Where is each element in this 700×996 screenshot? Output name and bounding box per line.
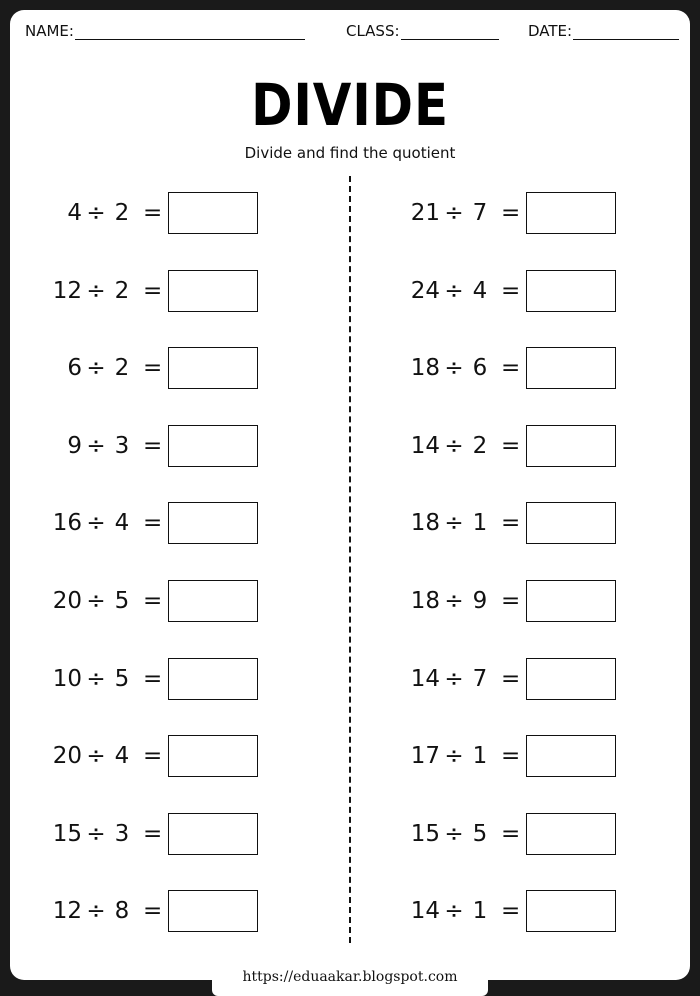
answer-box[interactable] bbox=[168, 658, 258, 700]
name-blank-line[interactable] bbox=[75, 23, 305, 40]
divide-sign: ÷ bbox=[86, 355, 106, 381]
answer-box[interactable] bbox=[168, 425, 258, 467]
dividend: 24 bbox=[410, 278, 440, 304]
divisor: 7 bbox=[472, 200, 488, 226]
dividend: 12 bbox=[52, 898, 82, 924]
divisor: 9 bbox=[472, 588, 488, 614]
divisor: 8 bbox=[114, 898, 130, 924]
problem-row bbox=[30, 658, 260, 700]
problem-row bbox=[30, 192, 260, 234]
divisor: 2 bbox=[114, 278, 130, 304]
equals-sign: = bbox=[501, 510, 521, 536]
problem-row bbox=[388, 425, 618, 467]
divide-sign: ÷ bbox=[86, 200, 106, 226]
divide-sign: ÷ bbox=[444, 666, 464, 692]
divide-sign: ÷ bbox=[86, 278, 106, 304]
column-divider bbox=[349, 176, 351, 943]
problem-row bbox=[30, 890, 260, 932]
divisor: 6 bbox=[472, 355, 488, 381]
divide-sign: ÷ bbox=[444, 588, 464, 614]
divide-sign: ÷ bbox=[444, 355, 464, 381]
class-blank-line[interactable] bbox=[401, 23, 499, 40]
date-field bbox=[528, 22, 679, 40]
problem-row bbox=[388, 735, 618, 777]
divide-sign: ÷ bbox=[444, 510, 464, 536]
problem-row bbox=[30, 502, 260, 544]
dividend: 18 bbox=[410, 588, 440, 614]
problem-row bbox=[30, 813, 260, 855]
answer-box[interactable] bbox=[526, 347, 616, 389]
name-label: NAME: bbox=[25, 22, 74, 40]
answer-box[interactable] bbox=[168, 192, 258, 234]
name-field bbox=[25, 22, 305, 40]
divide-sign: ÷ bbox=[444, 433, 464, 459]
problem-row bbox=[388, 502, 618, 544]
divisor: 1 bbox=[472, 898, 488, 924]
answer-box[interactable] bbox=[526, 735, 616, 777]
class-label: CLASS: bbox=[346, 22, 400, 40]
answer-box[interactable] bbox=[168, 813, 258, 855]
divide-sign: ÷ bbox=[444, 278, 464, 304]
answer-box[interactable] bbox=[526, 813, 616, 855]
divide-sign: ÷ bbox=[86, 898, 106, 924]
problem-row bbox=[388, 347, 618, 389]
problem-row bbox=[388, 890, 618, 932]
divide-sign: ÷ bbox=[86, 666, 106, 692]
answer-box[interactable] bbox=[168, 502, 258, 544]
divisor: 3 bbox=[114, 821, 130, 847]
equals-sign: = bbox=[143, 200, 163, 226]
divisor: 4 bbox=[114, 510, 130, 536]
dividend: 4 bbox=[67, 200, 82, 226]
problem-row bbox=[388, 580, 618, 622]
answer-box[interactable] bbox=[168, 735, 258, 777]
dividend: 21 bbox=[410, 200, 440, 226]
answer-box[interactable] bbox=[526, 192, 616, 234]
problem-row bbox=[30, 347, 260, 389]
dividend: 14 bbox=[410, 666, 440, 692]
answer-box[interactable] bbox=[168, 580, 258, 622]
answer-box[interactable] bbox=[526, 270, 616, 312]
divide-sign: ÷ bbox=[444, 200, 464, 226]
answer-box[interactable] bbox=[526, 580, 616, 622]
equals-sign: = bbox=[143, 355, 163, 381]
equals-sign: = bbox=[143, 588, 163, 614]
equals-sign: = bbox=[501, 433, 521, 459]
equals-sign: = bbox=[501, 355, 521, 381]
class-field bbox=[346, 22, 499, 40]
problem-row bbox=[30, 425, 260, 467]
equals-sign: = bbox=[143, 666, 163, 692]
equals-sign: = bbox=[143, 743, 163, 769]
divide-sign: ÷ bbox=[86, 510, 106, 536]
footer-url: https://eduaakar.blogspot.com bbox=[212, 966, 488, 996]
equals-sign: = bbox=[501, 588, 521, 614]
problem-row bbox=[388, 813, 618, 855]
dividend: 17 bbox=[410, 743, 440, 769]
page-title: DIVIDE bbox=[251, 71, 449, 139]
divisor: 1 bbox=[472, 743, 488, 769]
dividend: 14 bbox=[410, 433, 440, 459]
problem-row bbox=[30, 580, 260, 622]
divisor: 7 bbox=[472, 666, 488, 692]
dividend: 6 bbox=[67, 355, 82, 381]
dividend: 15 bbox=[52, 821, 82, 847]
equals-sign: = bbox=[501, 666, 521, 692]
divisor: 3 bbox=[114, 433, 130, 459]
divisor: 2 bbox=[472, 433, 488, 459]
dividend: 18 bbox=[410, 355, 440, 381]
answer-box[interactable] bbox=[168, 347, 258, 389]
divisor: 4 bbox=[114, 743, 130, 769]
dividend: 9 bbox=[67, 433, 82, 459]
problem-row bbox=[388, 658, 618, 700]
divisor: 5 bbox=[114, 588, 130, 614]
answer-box[interactable] bbox=[526, 890, 616, 932]
dividend: 10 bbox=[52, 666, 82, 692]
divisor: 1 bbox=[472, 510, 488, 536]
problem-row bbox=[30, 735, 260, 777]
divisor: 4 bbox=[472, 278, 488, 304]
dividend: 15 bbox=[410, 821, 440, 847]
answer-box[interactable] bbox=[526, 658, 616, 700]
date-label: DATE: bbox=[528, 22, 573, 40]
divide-sign: ÷ bbox=[86, 433, 106, 459]
dividend: 12 bbox=[52, 278, 82, 304]
dividend: 18 bbox=[410, 510, 440, 536]
equals-sign: = bbox=[501, 278, 521, 304]
equals-sign: = bbox=[501, 898, 521, 924]
dividend: 20 bbox=[52, 588, 82, 614]
divide-sign: ÷ bbox=[444, 743, 464, 769]
equals-sign: = bbox=[501, 743, 521, 769]
answer-box[interactable] bbox=[168, 890, 258, 932]
equals-sign: = bbox=[143, 278, 163, 304]
dividend: 14 bbox=[410, 898, 440, 924]
problem-row bbox=[30, 270, 260, 312]
divide-sign: ÷ bbox=[444, 898, 464, 924]
equals-sign: = bbox=[143, 433, 163, 459]
divide-sign: ÷ bbox=[86, 821, 106, 847]
answer-box[interactable] bbox=[168, 270, 258, 312]
equals-sign: = bbox=[143, 510, 163, 536]
page-subtitle: Divide and find the quotient bbox=[244, 144, 456, 162]
equals-sign: = bbox=[501, 821, 521, 847]
answer-box[interactable] bbox=[526, 425, 616, 467]
answer-box[interactable] bbox=[526, 502, 616, 544]
problem-row bbox=[388, 270, 618, 312]
divide-sign: ÷ bbox=[444, 821, 464, 847]
problem-row bbox=[388, 192, 618, 234]
dividend: 20 bbox=[52, 743, 82, 769]
divisor: 2 bbox=[114, 200, 130, 226]
equals-sign: = bbox=[143, 898, 163, 924]
divisor: 5 bbox=[114, 666, 130, 692]
divide-sign: ÷ bbox=[86, 588, 106, 614]
divisor: 2 bbox=[114, 355, 130, 381]
dividend: 16 bbox=[52, 510, 82, 536]
divide-sign: ÷ bbox=[86, 743, 106, 769]
equals-sign: = bbox=[143, 821, 163, 847]
divisor: 5 bbox=[472, 821, 488, 847]
equals-sign: = bbox=[501, 200, 521, 226]
date-blank-line[interactable] bbox=[573, 23, 679, 40]
